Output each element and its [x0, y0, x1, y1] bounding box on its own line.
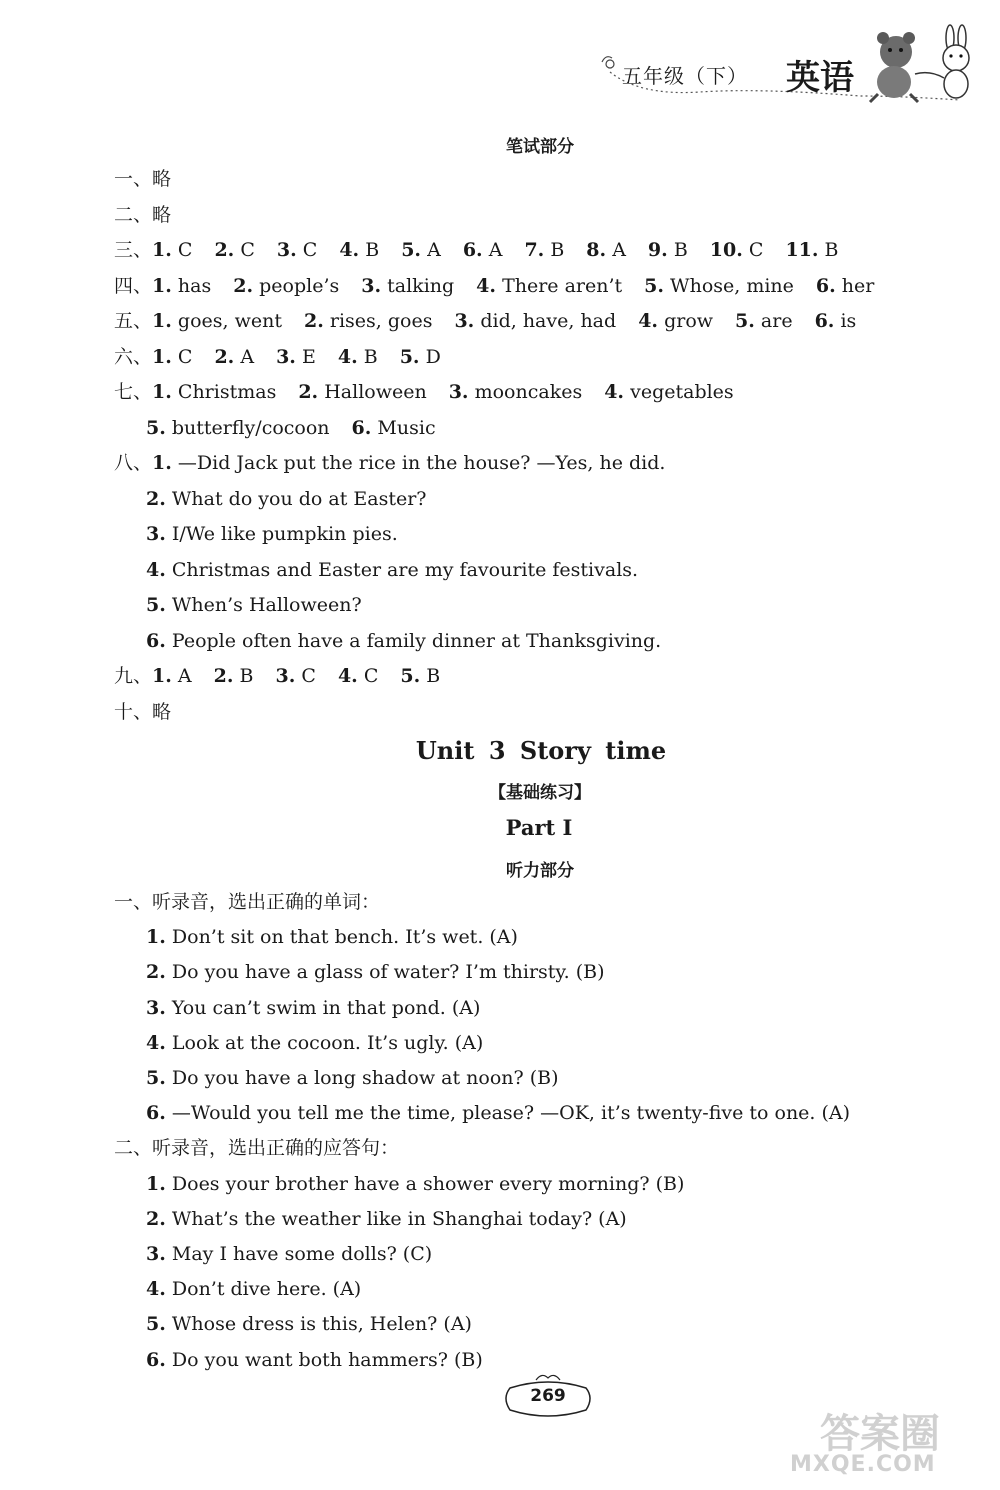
item-answer: A: [427, 239, 441, 261]
item-answer: Do you have a glass of water? I’m thirsty. (B): [171, 961, 605, 984]
written-line: [114, 700, 171, 724]
answer-item: [146, 594, 362, 616]
item-answer: A: [177, 665, 192, 687]
item-number: 5.: [146, 594, 166, 616]
item-answer: Whose dress is this, Helen? (A): [171, 1313, 472, 1336]
item-number: 3.: [146, 996, 166, 1019]
answer-item: [146, 488, 427, 510]
item-number: 9.: [647, 239, 668, 261]
item-number: 10.: [709, 239, 743, 261]
written-line: [146, 416, 436, 440]
item-number: 2.: [214, 345, 235, 368]
listening-line: [146, 1277, 361, 1301]
item-number: 6.: [462, 239, 483, 261]
item-answer: C: [748, 239, 764, 261]
answer-item: [146, 1173, 684, 1195]
answer-item: [276, 346, 316, 368]
item-answer: Christmas and Easter are my favourite festivals.: [171, 558, 639, 581]
answer-item: [146, 926, 518, 948]
item-answer: Do you have a long shadow at noon? (B): [171, 1067, 559, 1089]
listening-line: [146, 1031, 483, 1055]
answer-item: [454, 310, 616, 332]
item-answer: did, have, had: [480, 310, 617, 332]
answer-item: [152, 665, 192, 687]
listening-line: [146, 1312, 472, 1336]
item-answer: I/We like pumpkin pies.: [171, 523, 398, 545]
question-marker: 二、: [114, 203, 153, 226]
item-answer: Whose, mine: [670, 274, 794, 297]
item-number: 6.: [351, 416, 372, 439]
item-number: 3.: [454, 310, 475, 332]
answer-item: [816, 275, 874, 297]
watermark-text: MXQE.COM: [790, 1452, 936, 1477]
answer-item: [276, 665, 316, 687]
answer-item: [146, 417, 330, 439]
item-answer: What’s the weather like in Shanghai today? (A): [171, 1207, 627, 1230]
item-number: 6.: [814, 310, 835, 332]
item-answer: C: [301, 665, 316, 687]
written-line: [114, 380, 734, 404]
listening-line: [114, 1136, 399, 1160]
answer-item: [214, 665, 254, 687]
answer-item: [524, 239, 564, 261]
item-answer: C: [302, 239, 318, 261]
item-number: 2.: [233, 274, 254, 297]
answer-item: [463, 239, 503, 261]
item-number: 3.: [361, 274, 382, 297]
item-answer: rises, goes: [329, 310, 433, 332]
item-number: 1.: [146, 926, 166, 949]
page-number-badge: [498, 1370, 598, 1426]
item-answer: There aren’t: [502, 274, 623, 297]
item-number: 2.: [146, 487, 166, 510]
item-number: 2.: [146, 1207, 166, 1230]
answer-item: [586, 239, 626, 261]
answer-item: [710, 239, 764, 261]
answer-item: [604, 381, 733, 403]
item-answer: What do you do at Easter?: [171, 487, 427, 510]
answer-text: 听录音，选出正确的应答句：: [152, 1137, 400, 1160]
item-number: 1.: [152, 274, 172, 297]
item-answer: C: [177, 239, 193, 261]
listening-line: [146, 996, 480, 1020]
item-answer: A: [612, 239, 626, 261]
item-answer: Music: [377, 416, 436, 439]
item-number: 1.: [152, 452, 172, 474]
item-number: 1.: [152, 345, 172, 368]
answer-item: [152, 381, 276, 403]
answer-item: [214, 346, 254, 368]
item-answer: —Did Jack put the rice in the house? —Yes, he did.: [177, 452, 666, 474]
item-answer: When’s Halloween?: [171, 594, 362, 616]
item-answer: butterfly/cocoon: [171, 416, 330, 439]
basic-practice-heading: 【基础练习】: [489, 783, 591, 803]
written-line: [114, 345, 441, 369]
item-answer: You can’t swim in that pond. (A): [171, 996, 481, 1019]
answer-item: [152, 239, 192, 261]
watermark-mark: 答案圈: [820, 1411, 940, 1457]
item-answer: B: [673, 239, 688, 261]
item-number: 3.: [146, 523, 166, 545]
item-number: 1.: [152, 665, 172, 687]
item-answer: B: [363, 345, 378, 368]
item-answer: her: [841, 274, 875, 297]
watermark: [760, 1400, 990, 1480]
item-answer: —Would you tell me the time, please? —OK, it’s twenty-five to one. (A): [171, 1102, 851, 1125]
item-number: 5.: [735, 310, 755, 332]
item-number: 4.: [146, 558, 166, 581]
item-number: 4.: [146, 1278, 166, 1301]
item-answer: Christmas: [177, 381, 277, 403]
item-number: 4.: [337, 665, 358, 687]
answer-item: [146, 630, 661, 652]
item-number: 2.: [214, 239, 235, 261]
answer-item: [233, 275, 339, 297]
item-number: 4.: [604, 381, 625, 403]
item-answer: B: [550, 239, 565, 261]
item-number: 2.: [298, 381, 319, 403]
question-marker: 八、: [114, 452, 153, 474]
item-answer: A: [488, 239, 503, 261]
item-answer: D: [425, 345, 441, 368]
page-number: 269: [530, 1386, 566, 1406]
answer-item: [400, 665, 440, 687]
unit-title: Unit 3 Story time: [415, 736, 667, 765]
answer-item: [304, 310, 432, 332]
item-number: 4.: [638, 310, 659, 332]
answer-item: [146, 1032, 483, 1054]
written-line: [114, 203, 171, 227]
item-answer: A: [240, 345, 255, 368]
written-line: [114, 238, 839, 262]
item-number: 3.: [275, 665, 296, 687]
item-number: 4.: [337, 345, 358, 368]
question-marker: 一、: [114, 168, 153, 190]
answer-item: [638, 310, 713, 332]
answer-item: [152, 275, 211, 297]
item-number: 4.: [146, 1031, 166, 1054]
item-answer: mooncakes: [474, 381, 583, 403]
answer-item: [146, 559, 638, 581]
item-number: 5.: [146, 416, 166, 439]
question-marker: 六、: [114, 345, 153, 368]
bear-icon: [870, 32, 918, 102]
item-number: 3.: [146, 1243, 166, 1265]
item-number: 2.: [213, 665, 234, 687]
item-answer: goes, went: [177, 310, 282, 332]
item-number: 1.: [152, 310, 172, 332]
listening-line: [146, 1172, 684, 1196]
listening-line: [114, 890, 380, 914]
answer-item: [400, 346, 441, 368]
answer-text: 略: [152, 168, 172, 190]
item-number: 5.: [400, 665, 421, 687]
listening-line: [146, 925, 518, 949]
listening-line: [146, 1207, 627, 1231]
answer-item: [476, 275, 622, 297]
answer-item: [146, 1313, 472, 1335]
item-number: 5.: [644, 274, 664, 297]
section-heading-written: 笔试部分: [506, 137, 574, 157]
answer-item: [361, 275, 454, 297]
header-subject: 英语: [786, 58, 854, 98]
item-number: 3.: [276, 239, 297, 261]
answer-item: [214, 239, 254, 261]
answer-item: [277, 239, 317, 261]
item-number: 6.: [815, 274, 836, 297]
item-answer: C: [177, 345, 193, 368]
answer-item: [146, 1243, 432, 1265]
item-number: 4.: [476, 274, 497, 297]
written-line: [114, 167, 171, 191]
item-number: 5.: [146, 1067, 166, 1089]
question-marker: 四、: [114, 274, 153, 297]
item-number: 11.: [785, 239, 819, 261]
item-answer: B: [239, 665, 254, 687]
item-number: 6.: [146, 1348, 166, 1371]
answer-item: [146, 523, 398, 545]
answer-item: [146, 1349, 483, 1371]
written-line: [146, 558, 638, 582]
answer-item: [338, 346, 378, 368]
answer-item: [644, 275, 794, 297]
question-marker: 七、: [114, 381, 153, 403]
answer-item: [298, 381, 426, 403]
item-number: 2.: [146, 961, 166, 984]
question-marker: 三、: [114, 239, 153, 261]
listening-line: [146, 1242, 432, 1266]
item-number: 4.: [339, 239, 360, 261]
answer-item: [735, 310, 793, 332]
item-answer: Does your brother have a shower every morning? (B): [171, 1172, 685, 1195]
answer-item: [146, 1067, 559, 1089]
answer-item: [152, 346, 192, 368]
item-answer: grow: [664, 310, 714, 332]
item-number: 7.: [524, 239, 545, 261]
answer-item: [815, 310, 857, 332]
item-number: 5.: [399, 345, 420, 368]
written-line: [146, 629, 661, 653]
item-answer: May I have some dolls? (C): [171, 1243, 433, 1265]
answer-item: [146, 961, 605, 983]
written-line: [146, 593, 362, 617]
answer-item: [146, 1278, 361, 1300]
answer-text: 略: [152, 700, 172, 723]
item-answer: B: [426, 665, 441, 687]
question-marker: 九、: [114, 665, 153, 687]
item-answer: Don’t dive here. (A): [171, 1278, 362, 1301]
listening-line: [146, 1348, 483, 1372]
answer-text: 略: [152, 203, 172, 226]
item-answer: B: [824, 239, 839, 261]
section-heading-listening: 听力部分: [506, 861, 574, 881]
item-answer: Halloween: [324, 381, 427, 403]
item-answer: is: [840, 310, 857, 332]
item-number: 5.: [401, 239, 422, 261]
item-answer: people’s: [259, 274, 340, 297]
item-answer: C: [240, 239, 255, 261]
item-answer: vegetables: [630, 381, 734, 403]
header-grade: 五年级（下）: [622, 64, 748, 88]
question-marker: 一、: [114, 891, 153, 913]
listening-line: [146, 1101, 850, 1125]
written-line: [114, 664, 440, 688]
item-number: 8.: [586, 239, 607, 261]
written-line: [114, 451, 665, 475]
item-answer: E: [301, 345, 316, 368]
answer-item: [152, 452, 665, 474]
item-answer: Don’t sit on that bench. It’s wet. (A): [171, 926, 518, 949]
item-answer: has: [177, 274, 212, 297]
item-number: 1.: [146, 1172, 166, 1195]
part-title: Part Ⅰ: [505, 815, 573, 840]
item-number: 3.: [276, 345, 296, 368]
answer-item: [449, 381, 583, 403]
answer-item: [152, 310, 282, 332]
listening-line: [146, 1066, 559, 1090]
item-number: 1.: [152, 381, 172, 403]
item-number: 5.: [146, 1313, 166, 1336]
answer-item: [146, 1208, 627, 1230]
item-answer: Do you want both hammers? (B): [171, 1348, 483, 1371]
item-number: 2.: [303, 310, 324, 332]
written-line: [146, 487, 427, 511]
item-answer: Look at the cocoon. It’s ugly. (A): [171, 1031, 484, 1054]
answer-item: [401, 239, 441, 261]
written-line: [114, 309, 856, 333]
written-line: [114, 274, 874, 298]
answer-text: 听录音，选出正确的单词：: [152, 891, 381, 913]
answer-item: [352, 417, 436, 439]
answer-item: [785, 239, 838, 261]
item-number: 3.: [448, 381, 469, 403]
answer-item: [146, 1102, 850, 1124]
item-number: 1.: [152, 239, 172, 261]
answer-item: [146, 997, 480, 1019]
item-answer: C: [363, 665, 379, 687]
listening-line: [146, 960, 605, 984]
page-header: [0, 0, 1000, 110]
item-number: 6.: [146, 629, 166, 652]
item-answer: are: [760, 310, 793, 332]
answer-item: [338, 665, 378, 687]
question-marker: 五、: [114, 310, 153, 332]
item-answer: talking: [387, 274, 455, 297]
rabbit-icon: [915, 25, 969, 98]
answer-item: [339, 239, 379, 261]
answer-item: [648, 239, 688, 261]
question-marker: 二、: [114, 1137, 153, 1160]
item-number: 6.: [146, 1102, 166, 1125]
question-marker: 十、: [114, 700, 153, 723]
item-answer: B: [365, 239, 380, 261]
written-line: [146, 522, 398, 546]
item-answer: People often have a family dinner at Thanksgiving.: [171, 629, 662, 652]
